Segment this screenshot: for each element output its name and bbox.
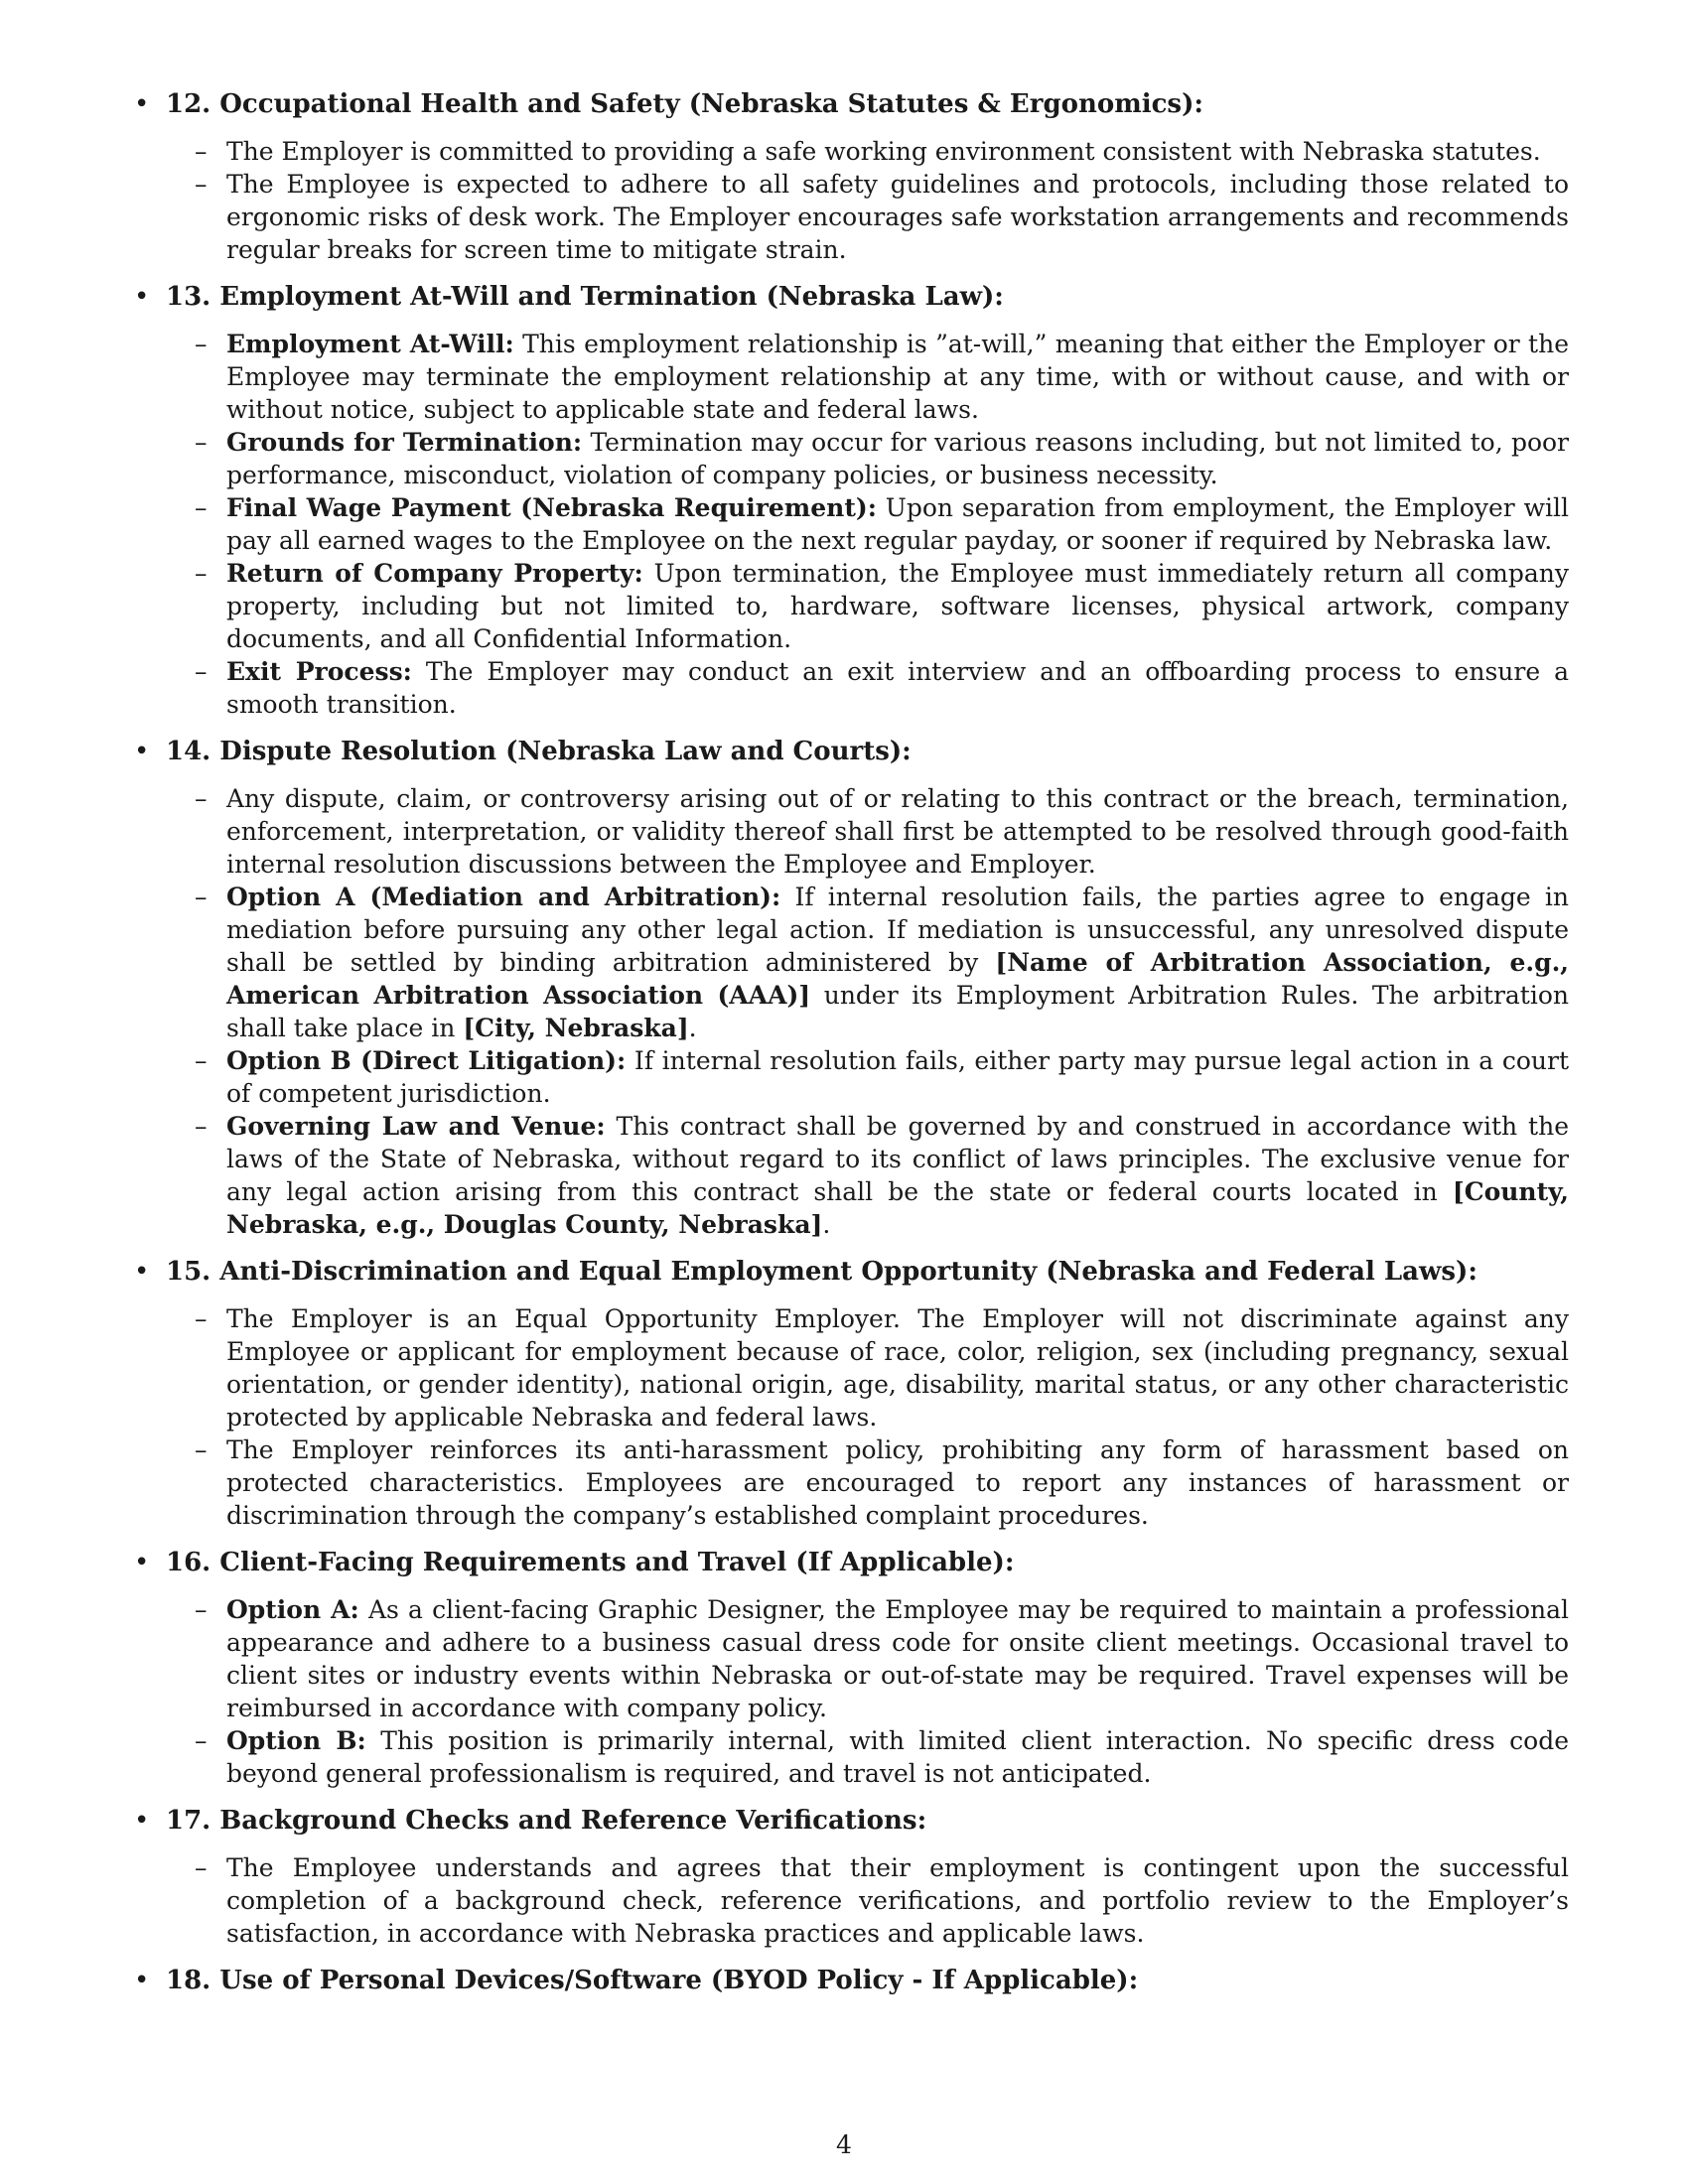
item-text: The Employer reinforces its anti-harassment policy, prohibiting any form of harassment based on protected characteristics. Employees are encouraged to report any instances of harassment or discrimination through the company’s established complaint procedures. xyxy=(226,1435,1569,1530)
page-number: 4 xyxy=(836,2130,852,2159)
list-item xyxy=(195,135,1569,168)
dash-glyph: – xyxy=(195,170,208,199)
dash-glyph: – xyxy=(195,883,208,911)
section-heading xyxy=(134,735,1569,768)
list-item xyxy=(195,1110,1569,1241)
item-text: Termination may occur for various reasons including, but not limited to, poor performance, misconduct, violation of company policies, or business necessity. xyxy=(226,428,1570,489)
item-text: The Employee understands and agrees that their employment is contingent upon the successful completion of a background check, reference verifications, and portfolio review to the Employer’s satisfaction, in accordance with Nebraska practices and applicable laws. xyxy=(226,1853,1569,1948)
bullet-glyph: • xyxy=(134,1257,150,1287)
section-13 xyxy=(134,280,1569,721)
item-text: under its Employment Arbitration Rules. The arbitration shall take place in xyxy=(226,981,1569,1042)
list-item xyxy=(195,168,1569,266)
dash-glyph: – xyxy=(195,493,208,522)
section-14 xyxy=(134,735,1569,1241)
dash-glyph: – xyxy=(195,784,208,813)
section-17 xyxy=(134,1804,1569,1950)
dash-glyph: – xyxy=(195,428,208,457)
item-text: Upon separation from employment, the Employer will pay all earned wages to the Employee on the next regular payday, or sooner if required by Nebraska law. xyxy=(226,493,1569,555)
dash-glyph: – xyxy=(195,657,208,686)
section-title: 13. Employment At-Will and Termination (Nebraska Law): xyxy=(166,282,1004,312)
list-item xyxy=(195,1593,1570,1724)
item-text: This employment relationship is ”at-will,” meaning that either the Employer or the Employee may terminate the employment relationship at any time, with or without cause, and with or without notice, subject to applicable state and federal laws. xyxy=(226,330,1569,424)
item-text: The Employer may conduct an exit interview and an offboarding process to ensure a smooth transition. xyxy=(226,657,1570,719)
section-heading xyxy=(134,87,1569,121)
section-heading xyxy=(134,1546,1569,1579)
list-item xyxy=(195,328,1569,426)
bullet-glyph: • xyxy=(134,282,150,312)
dash-glyph: – xyxy=(195,1304,208,1333)
dash-glyph: – xyxy=(195,1726,208,1755)
section-15 xyxy=(134,1255,1569,1532)
dash-glyph: – xyxy=(195,330,208,358)
bullet-glyph: • xyxy=(134,737,150,766)
section-heading xyxy=(134,1964,1569,1997)
item-text: Any dispute, claim, or controversy arising out of or relating to this contract or the breach, termination, enforcement, interpretation, or validity thereof shall first be attempted to be resolved through good-faith internal resolution discussions between the Employee and Employer. xyxy=(226,784,1569,879)
dash-glyph: – xyxy=(195,1112,208,1141)
item-text: . xyxy=(822,1210,831,1239)
list-item xyxy=(195,1433,1569,1532)
section-16 xyxy=(134,1546,1569,1790)
section-title: 12. Occupational Health and Safety (Nebraska Statutes & Ergonomics): xyxy=(166,89,1203,119)
item-text: If internal resolution fails, either party may pursue legal action in a court of competent jurisdiction. xyxy=(226,1046,1570,1108)
bullet-glyph: • xyxy=(134,89,150,119)
item-text: The Employer is committed to providing a safe working environment consistent with Nebraska statutes. xyxy=(226,137,1541,166)
item-text: If internal resolution fails, the parties agree to engage in mediation before pursuing any other legal action. If mediation is unsuccessful, any unresolved dispute shall be settled by binding arbitration administered by xyxy=(226,883,1569,977)
item-label: Exit Process: xyxy=(226,657,412,686)
section-heading xyxy=(134,1804,1569,1838)
item-label: Grounds for Termination: xyxy=(226,428,583,457)
item-text: The Employee is expected to adhere to all safety guidelines and protocols, including those related to ergonomic risks of desk work. The Employer encourages safe workstation arrangements and recommends regular breaks for screen time to mitigate strain. xyxy=(226,170,1569,264)
bullet-glyph: • xyxy=(134,1806,150,1836)
dash-glyph: – xyxy=(195,1595,208,1624)
section-title: 16. Client-Facing Requirements and Travel (If Applicable): xyxy=(166,1548,1015,1577)
item-bold-text: [City, Nebraska] xyxy=(463,1014,689,1042)
dash-glyph: – xyxy=(195,559,208,588)
item-text: Upon termination, the Employee must immediately return all company property, including but not limited to, hardware, software licenses, physical artwork, company documents, and all Confidential Information. xyxy=(226,559,1569,653)
item-label: Employment At-Will: xyxy=(226,330,514,358)
item-text: The Employer is an Equal Opportunity Employer. The Employer will not discriminate against any Employee or applicant for employment because of race, color, religion, sex (including pregnancy, sexual orientation, or gender identity), national origin, age, disability, marital status, or any other characteristic protected by applicable Nebraska and federal laws. xyxy=(226,1304,1569,1432)
item-label: Option A (Mediation and Arbitration): xyxy=(226,883,781,911)
list-item xyxy=(195,491,1569,557)
item-text: As a client-facing Graphic Designer, the Employee may be required to maintain a professional appearance and adhere to a business casual dress code for onsite client meetings. Occasional travel to client sites or industry events within Nebraska or out-of-state may be required. Travel expenses will be reimbursed in accordance with company policy. xyxy=(226,1595,1570,1722)
list-item xyxy=(195,1724,1570,1790)
item-label: Option B (Direct Litigation): xyxy=(226,1046,627,1075)
section-title: 15. Anti-Discrimination and Equal Employment Opportunity (Nebraska and Federal Laws): xyxy=(166,1257,1477,1287)
dash-glyph: – xyxy=(195,1435,208,1464)
section-12 xyxy=(134,87,1569,266)
dash-glyph: – xyxy=(195,1853,208,1882)
list-item xyxy=(195,426,1570,491)
item-label: Governing Law and Venue: xyxy=(226,1112,606,1141)
section-heading xyxy=(134,280,1569,314)
item-bold-text: [Name of Arbitration Association, e.g., American Arbitration Association (AAA)] xyxy=(226,948,1570,1010)
section-title: 14. Dispute Resolution (Nebraska Law and Courts): xyxy=(166,737,912,766)
section-title: 18. Use of Personal Devices/Software (BYOD Policy - If Applicable): xyxy=(166,1966,1139,1995)
item-label: Option B: xyxy=(226,1726,366,1755)
item-label: Return of Company Property: xyxy=(226,559,643,588)
list-item xyxy=(195,1044,1570,1110)
item-bold-text: [County, Nebraska, e.g., Douglas County, Nebraska] xyxy=(226,1177,1569,1239)
list-item xyxy=(195,1851,1569,1950)
list-item xyxy=(195,655,1570,721)
document-body xyxy=(134,87,1569,2011)
section-18 xyxy=(134,1964,1569,1997)
item-label: Final Wage Payment (Nebraska Requirement): xyxy=(226,493,877,522)
list-item xyxy=(195,557,1569,655)
section-title: 17. Background Checks and Reference Verifications: xyxy=(166,1806,927,1836)
item-text: This position is primarily internal, with limited client interaction. No specific dress code beyond general professionalism is required, and travel is not anticipated. xyxy=(226,1726,1570,1788)
item-text: This contract shall be governed by and construed in accordance with the laws of the State of Nebraska, without regard to its conflict of laws principles. The exclusive venue for any legal action arising from this contract shall be the state or federal courts located in xyxy=(226,1112,1569,1206)
dash-glyph: – xyxy=(195,137,208,166)
bullet-glyph: • xyxy=(134,1966,150,1995)
dash-glyph: – xyxy=(195,1046,208,1075)
bullet-glyph: • xyxy=(134,1548,150,1577)
list-item xyxy=(195,881,1570,1044)
item-text: . xyxy=(688,1014,697,1042)
list-item xyxy=(195,1302,1569,1433)
list-item xyxy=(195,782,1569,881)
item-label: Option A: xyxy=(226,1595,359,1624)
section-heading xyxy=(134,1255,1569,1289)
